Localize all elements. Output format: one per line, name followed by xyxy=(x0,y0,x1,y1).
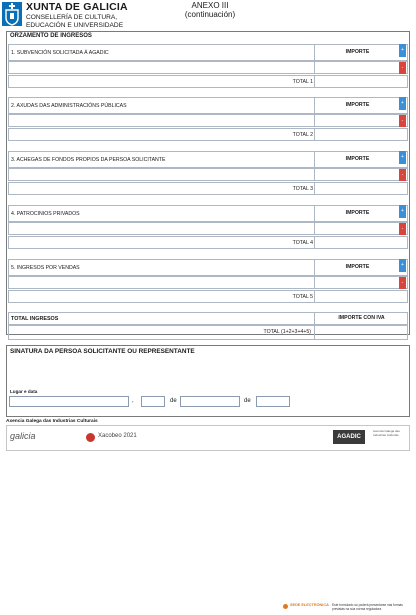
day-input[interactable] xyxy=(141,396,165,407)
place-input[interactable] xyxy=(9,396,129,407)
add-row-button[interactable]: + xyxy=(399,151,406,164)
total-ingresos-header-row xyxy=(8,312,408,325)
total-row xyxy=(8,182,408,195)
section-label: 4. PATROCINIOS PRIVADOS xyxy=(11,211,80,217)
add-row-button[interactable]: + xyxy=(399,205,406,218)
annex-heading xyxy=(160,1,260,19)
table-header-row xyxy=(8,97,408,114)
annex-subtitle: (continuación) xyxy=(184,10,236,19)
total-field[interactable] xyxy=(314,291,400,302)
table-header-row xyxy=(8,44,408,61)
agadic-logo: AGADIC xyxy=(333,430,365,444)
sede-note: Este formulario só poderá presentarse nas formas previstas na súa norma reguladora xyxy=(332,603,403,611)
total-label: TOTAL 4 xyxy=(292,240,313,246)
importe-con-iva-header: IMPORTE CON IVA xyxy=(314,313,408,324)
table-header-row xyxy=(8,259,408,276)
add-row-button[interactable]: + xyxy=(399,97,406,110)
xacobeo-icon xyxy=(86,433,95,442)
total-row xyxy=(8,236,408,249)
month-input[interactable] xyxy=(180,396,240,407)
org-subtitle xyxy=(26,14,146,29)
remove-row-button[interactable]: - xyxy=(399,223,406,235)
table-header-row xyxy=(8,151,408,168)
xacobeo-logo: Xacobeo 2021 xyxy=(98,433,137,439)
de-separator-1: de xyxy=(170,398,177,404)
table-row[interactable] xyxy=(8,168,408,181)
total-field[interactable] xyxy=(314,183,400,194)
galicia-logo: galicia xyxy=(10,431,36,441)
total-label: TOTAL 3 xyxy=(292,186,313,192)
section-label: 3. ACHEGAS DE FONDOS PROPIOS DA PERSOA SOLICITANTE xyxy=(11,157,166,163)
importe-header: IMPORTE xyxy=(314,260,400,275)
total-row xyxy=(8,75,408,88)
section-label: 5. INGRESOS POR VENDAS xyxy=(11,265,80,271)
section-label: 1. SUBVENCIÓN SOLICITADA Á AGADIC xyxy=(11,50,109,56)
total-ingresos-field[interactable] xyxy=(314,326,408,339)
remove-row-button[interactable]: - xyxy=(399,62,406,74)
add-row-button[interactable]: + xyxy=(399,259,406,272)
importe-field[interactable] xyxy=(314,169,400,180)
remove-row-button[interactable]: - xyxy=(399,277,406,289)
total-field[interactable] xyxy=(314,129,400,140)
xunta-logo xyxy=(2,2,22,26)
importe-header: IMPORTE xyxy=(314,98,400,113)
total-label: TOTAL 2 xyxy=(292,132,313,138)
total-ingresos-row xyxy=(8,325,408,340)
total-row xyxy=(8,128,408,141)
budget-title: ORZAMENTO DE INGRESOS xyxy=(10,33,92,39)
importe-header: IMPORTE xyxy=(314,206,400,221)
signature-title: SINATURA DA PERSOA SOLICITANTE OU REPRESENTANTE xyxy=(10,348,195,355)
table-row[interactable] xyxy=(8,114,408,127)
org-name: XUNTA DE GALICIA xyxy=(26,1,128,13)
total-field[interactable] xyxy=(314,237,400,248)
org-subtitle-line2: EDUCACIÓN E UNIVERSIDADE xyxy=(26,21,124,29)
importe-field[interactable] xyxy=(314,277,400,288)
annex-title: ANEXO III xyxy=(191,1,229,10)
add-row-button[interactable]: + xyxy=(399,44,406,57)
section-label: 2. AXUDAS DAS ADMINISTRACIÓNS PÚBLICAS xyxy=(11,103,127,109)
total-field[interactable] xyxy=(314,76,400,87)
importe-field[interactable] xyxy=(314,62,400,73)
org-subtitle-line1: CONSELLERÍA DE CULTURA, xyxy=(26,14,118,21)
importe-field[interactable] xyxy=(314,115,400,126)
sede-icon xyxy=(283,604,288,609)
xunta-emblem-icon xyxy=(2,2,22,26)
place-date-label: Lugar e data xyxy=(10,389,38,394)
importe-field[interactable] xyxy=(314,223,400,234)
year-input[interactable] xyxy=(256,396,290,407)
remove-row-button[interactable]: - xyxy=(399,169,406,181)
importe-header: IMPORTE xyxy=(314,152,400,167)
agency-name: Axencia Galega das Industrias Culturais xyxy=(6,419,98,424)
comma-separator: , xyxy=(132,398,134,404)
total-label: TOTAL 1 xyxy=(292,79,313,85)
total-formula-label: TOTAL (1+2+3+4+5) xyxy=(263,329,311,335)
table-row[interactable] xyxy=(8,276,408,289)
total-ingresos-label: TOTAL INGRESOS xyxy=(11,316,59,322)
table-row[interactable] xyxy=(8,61,408,74)
total-row xyxy=(8,290,408,303)
importe-header: IMPORTE xyxy=(314,45,400,60)
table-row[interactable] xyxy=(8,222,408,235)
total-label: TOTAL 5 xyxy=(292,294,313,300)
agadic-subtitle: Axencia Galega das Industrias Culturais xyxy=(373,429,400,437)
remove-row-button[interactable]: - xyxy=(399,115,406,127)
sede-label[interactable]: SEDE ELECTRÓNICA xyxy=(290,603,329,607)
table-header-row xyxy=(8,205,408,222)
de-separator-2: de xyxy=(244,398,251,404)
